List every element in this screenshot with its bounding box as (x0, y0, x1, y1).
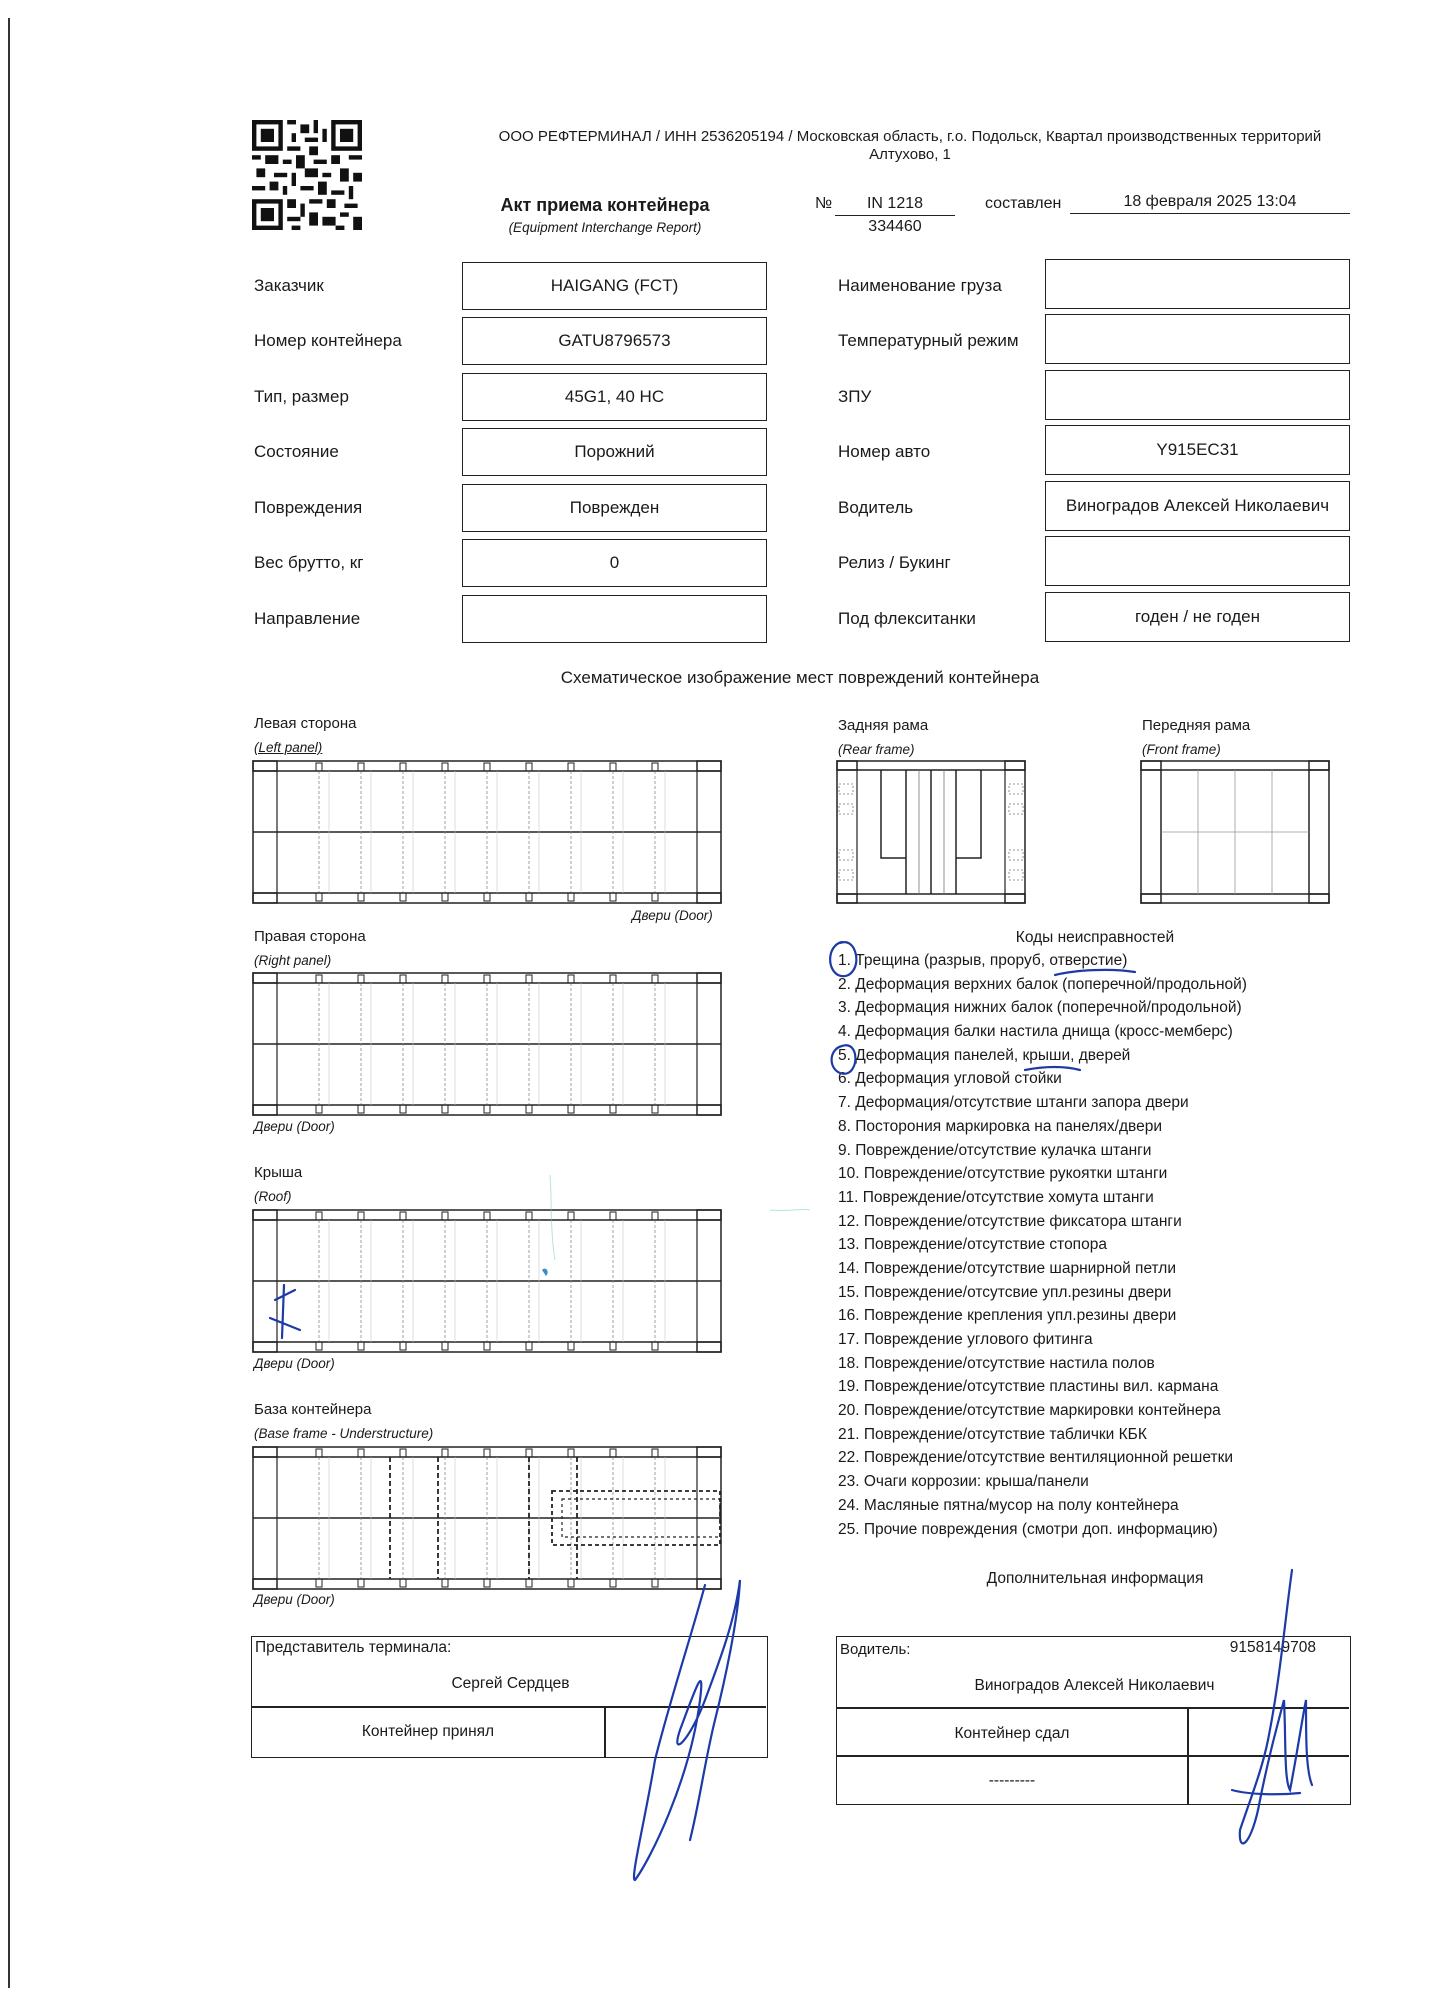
front-frame-sub: (Front frame) (1142, 742, 1221, 757)
faint-stain-mark (550, 1175, 810, 1260)
code-item: 7. Деформация/отсутствие штанги запора двери (838, 1094, 1189, 1112)
code-item: 19. Повреждение/отсутствие пластины вил. кармана (838, 1378, 1219, 1396)
field-value-truck-number[interactable]: Y915EC31 (1045, 425, 1350, 475)
roof-sub: (Roof) (254, 1189, 292, 1204)
code-item: 18. Повреждение/отсутствие настила полов (838, 1354, 1155, 1372)
code-item: 15. Повреждение/отсутсвие упл.резины двери (838, 1283, 1172, 1301)
code-item: 24. Масляные пятна/мусор на полу контейнера (838, 1496, 1179, 1514)
code-item: 17. Повреждение углового фитинга (838, 1331, 1093, 1348)
field-label-customer: Заказчик (254, 276, 324, 295)
terminal-signature (634, 1580, 740, 1880)
schema-title: Схематическое изображение мест повреждений контейнера (560, 668, 1040, 687)
code-item: 14. Повреждение/отсутствие шарнирной петли (838, 1259, 1177, 1277)
code-item: 12. Повреждение/отсутствие фиксатора штанги (838, 1212, 1182, 1230)
field-value-damage[interactable]: Поврежден (462, 484, 767, 532)
terminal-label: Представитель терминала: (255, 1639, 452, 1656)
code-item: 23. Очаги коррозии: крыша/панели (838, 1473, 1089, 1491)
field-label-flexitank: Под флекситанки (838, 609, 976, 628)
roof-damage-mark (270, 1285, 300, 1338)
additional-info-label: Дополнительная информация (986, 1570, 1204, 1587)
field-value-flexitank[interactable]: годен / не годен (1045, 592, 1350, 642)
roof-door: Двери (Door) (254, 1356, 335, 1371)
base-label: База контейнера (254, 1401, 372, 1418)
field-label-type-size: Тип, размер (254, 387, 349, 406)
driver-signature (1232, 1570, 1312, 1843)
code-item: 8. Посторония маркировка на панелях/двери (838, 1117, 1162, 1135)
field-label-gross-weight: Вес брутто, кг (254, 553, 364, 572)
field-label-container-number: Номер контейнера (254, 331, 402, 350)
code-item: 21. Повреждение/отсутствие таблички КБК (838, 1425, 1147, 1443)
base-sub: (Base frame - Understructure) (254, 1426, 434, 1441)
composed-date: 18 февраля 2025 13:04 (1070, 193, 1350, 214)
field-label-driver: Водитель (838, 498, 914, 517)
field-label-release-booking: Релиз / Букинг (838, 553, 951, 572)
code-item: 4. Деформация балки настила днища (кросс-мемберс) (838, 1023, 1233, 1041)
field-label-seal: ЗПУ (838, 387, 872, 406)
field-label-temperature: Температурный режим (838, 331, 1019, 350)
field-label-damage: Повреждения (254, 498, 363, 517)
code-item: 11. Повреждение/отсутствие хомута штанги (838, 1188, 1154, 1206)
blue-dot-mark (542, 1269, 548, 1276)
underline-mark-1 (1055, 970, 1135, 975)
company-line: ООО РЕФТЕРМИНАЛ / ИНН 2536205194 / Московская область, г.о. Подольск, Квартал производственных территорий (498, 128, 1322, 145)
field-value-driver[interactable]: Виноградов Алексей Николаевич (1045, 481, 1350, 531)
code-item: 3. Деформация нижних балок (поперечной/продольной) (838, 999, 1242, 1017)
underline-mark-5 (1025, 1067, 1080, 1070)
codes-title: Коды неисправностей (1015, 929, 1175, 946)
field-label-direction: Направление (254, 609, 361, 628)
field-label-state: Состояние (254, 442, 339, 461)
field-value-gross-weight[interactable]: 0 (462, 539, 767, 587)
field-label-truck-number: Номер авто (838, 442, 931, 461)
left-panel-door: Двери (Door) (632, 908, 713, 923)
field-value-container-number[interactable]: GATU8796573 (462, 317, 767, 365)
page-title: Акт приема контейнера (500, 195, 710, 215)
code-item: 2. Деформация верхних балок (поперечной/продольной) (838, 975, 1247, 993)
field-value-customer[interactable]: HAIGANG (FCT) (462, 262, 767, 310)
company-line-2: Алтухово, 1 (869, 146, 951, 163)
base-door: Двери (Door) (254, 1592, 335, 1607)
code-item: 16. Повреждение крепления упл.резины двери (838, 1307, 1177, 1325)
code-item: 20. Повреждение/отсутствие маркировки контейнера (838, 1402, 1221, 1420)
left-panel-sub: (Left panel) (254, 740, 323, 755)
code-item: 13. Повреждение/отсутствие стопора (838, 1236, 1107, 1254)
terminal-name: Сергей Сердцев (451, 1675, 570, 1692)
field-value-type-size[interactable]: 45G1, 40 HC (462, 373, 767, 421)
circle-mark-5 (832, 1045, 856, 1074)
right-panel-door: Двери (Door) (254, 1119, 335, 1134)
right-panel-label: Правая сторона (254, 928, 366, 945)
right-panel-sub: (Right panel) (254, 953, 332, 968)
code-item: 1. Трещина (разрыв, проруб, отверстие) (838, 952, 1128, 969)
roof-label: Крыша (254, 1164, 303, 1181)
code-item: 22. Повреждение/отсутствие вентиляционной решетки (838, 1449, 1234, 1467)
driver-handed: Контейнер сдал (954, 1725, 1070, 1742)
number-value: IN 1218 (835, 195, 955, 216)
driver-phone: 9158149708 (1229, 1639, 1316, 1656)
code-item: 9. Повреждение/отсутствие кулачка штанги (838, 1141, 1152, 1159)
left-panel-label: Левая сторона (254, 715, 357, 732)
code-item: 10. Повреждение/отсутствие рукоятки штанги (838, 1165, 1168, 1183)
front-frame-label: Передняя рама (1142, 717, 1251, 734)
page-subtitle: (Equipment Interchange Report) (508, 220, 702, 235)
field-value-state[interactable]: Порожний (462, 428, 767, 476)
terminal-accepted: Контейнер принял (361, 1723, 495, 1740)
code-item: 5. Деформация панелей, крыши, дверей (838, 1046, 1131, 1064)
code-item: 6. Деформация угловой стойки (838, 1070, 1062, 1088)
driver-label: Водитель: (840, 1641, 911, 1658)
driver-dashes: --------- (988, 1772, 1036, 1789)
rear-frame-label: Задняя рама (838, 717, 929, 734)
code-item: 25. Прочие повреждения (смотри доп. информацию) (838, 1520, 1218, 1538)
driver-name: Виноградов Алексей Николаевич (974, 1677, 1215, 1694)
composed-label: составлен (985, 195, 1062, 212)
field-label-cargo: Наименование груза (838, 276, 1002, 295)
rear-frame-sub: (Rear frame) (838, 742, 915, 757)
number-label: № (815, 195, 833, 212)
number-sub: 334460 (868, 218, 922, 235)
circle-mark-1 (830, 942, 856, 976)
